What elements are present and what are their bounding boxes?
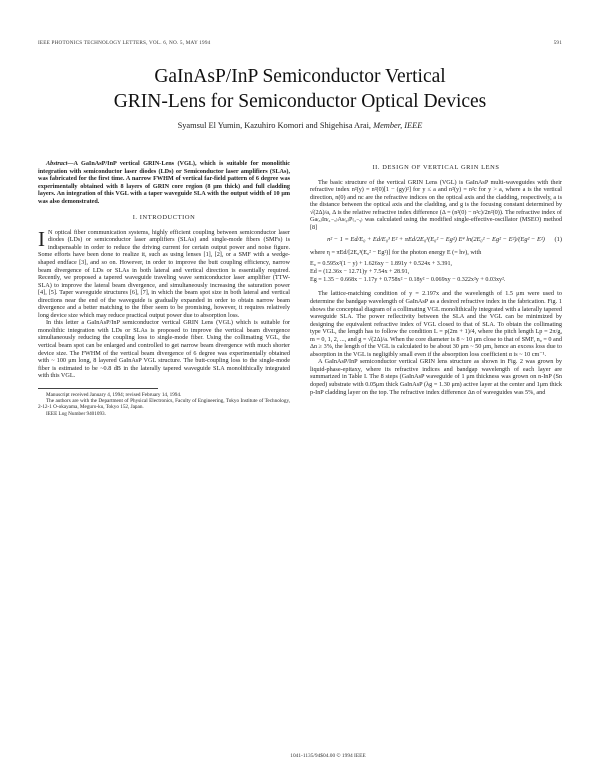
abstract-text: A GaInAsP/InP vertical GRIN-Lens (VGL), which is suitable for monolithic integration with semiconductor laser diodes (LDs) or Semiconductor laser amplifiers (SLAs), was fabricated for the first time. A narrow FWHM of vertical far-field pattern of 6 degree was experimentally obtained with 8 layers of GRIN core region (8 μm thick) and full cladding layers. An integration of this VGL with a taper waveguide SLA with the output width of 10 μm was also demonstrated. (38, 160, 290, 205)
equation-parameters (310, 260, 562, 284)
intro-paragraph-2: In this letter a GaInAsP/InP semiconductor vertical GRIN Lens (VGL) which is suitable for monolithic integration with LDs or SLAs is proposed to improve the vertical beam divergence simultaneously reducing the coupling loss to single-mode fiber. Using the collimating VGL, the vertical beam spot can be enlarged and controlled to get narrow beam divergence with much shorter device size. The FWHM of the vertical beam divergence of 6 degree was experimentally obtained with ~ 100 μm long, 8 layered GaInAsP VGL structure. The butt-coupling loss to the single-mode fiber is estimated to be ~0.8 dB in the laterally tapered waveguide SLA monolithically integrated with this VGL. (38, 319, 290, 380)
title-line-2: GRIN-Lens for Semiconductor Optical Devices (113, 91, 487, 112)
footnote-log-number: IEEE Log Number 9401093. (46, 410, 106, 417)
equation-1-number: (1) (554, 236, 562, 244)
footnote-received: Manuscript received January 4, 1994; revised February 14, 1994. (46, 391, 182, 398)
equation-e0: E₀ = 0.595x²(1 − y) + 1.626xy − 1.891y + 0.524x + 3.391, (310, 261, 453, 268)
abstract-label: Abstract— (46, 160, 74, 167)
design-paragraph-1: The basic structure of the vertical GRIN Lens (VGL) is GaInAsP multi-waveguides with their refractive index n²(y) = n²(0)[1 − (gy)²] for y ≤ a and n²(y) = n²c for y > a, where a is the vertical direction, n(0) and nc are the refractive indices on the optical axis and the cladding, respectively, a is the distance between the optical axis and the cladding, and g is the focusing constant determined by √(2Δ)/a, Δ is the relative refractive index difference (Δ = (n²(0) − n²c)/2n²(0)). The refractive index of Ga₍ₓ₎In₍₁₋ₓ₎As₍ᵧ₎P₍₁₋ᵧ₎ was calculated using the modified single-effective-oscillator (MSEO) method [8] (310, 178, 562, 231)
footnotes (38, 392, 290, 417)
design-paragraph-3: A GaInAsP/InP semiconductor vertical GRIN lens structure as shown in Fig. 2 was grown by liquid-phase-epitaxy, where its refractive indices and bandgap wavelength of each layer are summarized in Table I. The 8 steps (GaInAsP waveguide of 1 μm thickness was grown on n-InP (Sn doped) substrate with 0.05μm thick GaInAsP (λg = 1.30 μm) active layer at the center and 1μm thick p-InP cladding layer on the top. The refractive index difference Δn of waveguides was 5%, and (310, 358, 562, 396)
copyright-line: 1041-1135/94$04.00 © 1994 IEEE (290, 753, 366, 759)
equation-1-body: n² − 1 = Ed/E₀ + Ed/E₀³ E² + πEd/2E₀³(E₀² − Eg²) E⁴ ln(2E₀² − Eg² − E²)/(Eg² − E²) (327, 236, 545, 244)
section-heading-design: II. DESIGN OF VERTICAL GRIN LENS (372, 164, 500, 171)
equation-eg: Eg = 1.35 − 0.668x − 1.17y + 0.758x² − 0.18y² − 0.069xy − 0.322x²y + 0.03xy². (310, 277, 506, 284)
equation-ed: Ed = (12.36x − 12.71)y + 7.54x + 28.91, (310, 269, 410, 276)
footnote-affiliation: The authors are with the Department of Physical Electronics, Faculty of Engineering, Tokyo Institute of Technology, 2-12-1 O-okayama, Meguro-ku, Tokyo 152, Japan. (38, 398, 290, 411)
drop-cap: I (38, 226, 45, 251)
author-role: Member, IEEE (373, 121, 423, 130)
journal-header: IEEE PHOTONICS TECHNOLOGY LETTERS, VOL. 6, NO. 5, MAY 1994 (38, 40, 211, 46)
equation-where: where η = πEd/[2E₀³(E₀² − Eg²)] for the photon energy E (= hν), with (310, 248, 482, 256)
author-line (40, 121, 560, 130)
title-line-1: GaInAsP/InP Semiconductor Vertical (154, 66, 446, 87)
page-number: 591 (553, 40, 562, 46)
author-names: Syamsul El Yumin, Kazuhiro Komori and Shigehisa Arai, (177, 121, 372, 130)
paper-title (40, 64, 560, 114)
left-column (38, 160, 290, 417)
intro-paragraph-1 (38, 226, 290, 320)
design-paragraph-2: The lattice-matching condition of y = 2.197x and the wavelength of 1.5 μm were used to determine the bandgap wavelength of GaInAsP as a desired refractive index in the fabrication. Fig. 1 shows the conceptual diagram of a collimating VGL monolithically integrated with a laterally tapered waveguide SLA. The power reflectivity between the SLA and the VGL can be minimized by designing the equivalent refractive index of VGL closed to that of SLA. To obtain the collimating type VGL, the length has to follow the condition L = p(2m + 1)/4, where the pitch length Lp = 2π/g, m = 0, 1, 2, ..., and g = √(2Δ)/a. When the core diameter is 8 ~ 10 μm close to that of SMF, n₀ = 0 and Δn ≥ 3%, the length of the VGL is calculated to be about 30 μm ~ 50 μm, hence an excess loss due to absorption in the VGL is negligibly small even if the absorption loss coefficient α is ~ 10 cm⁻¹. (310, 290, 562, 358)
right-column (310, 160, 562, 396)
running-header (38, 40, 562, 52)
equation-1 (310, 236, 562, 244)
intro-paragraph-1-text: N optical fiber communication systems, highly efficient coupling between semiconductor laser diodes (LDs) or semiconductor laser amplifiers (SLAs) and single-mode fibers (SMFs) is indispensable in order to reduce the driving current for certain output power and noise figure. Some efforts have been done to realize it, such as using lenses [1], [2], or a SMF with a wedge-shaped endface [3], and so on. However, in order to improve the butt coupling efficiency, narrow beam divergence of LDs or SLAs in both lateral and vertical direction is essentially required. Recently, we proposed a tapered waveguide traveling wave semiconductor laser amplifier (TTW-SLA) to improve the lateral beam divergence, and simultaneously increasing the saturation power [4], [5]. Taper waveguide structures [6], [7], in which the beam spot size in both lateral and vertical directions near the end of the waveguide is gradually expanded in order to obtain narrow beam divergence and a better matching to the fiber seem to be promising, however, it requires relatively long device size which may reduce practical output power due to absorption loss. (38, 228, 290, 319)
abstract (38, 160, 290, 205)
section-heading-introduction: I. INTRODUCTION (132, 214, 196, 222)
